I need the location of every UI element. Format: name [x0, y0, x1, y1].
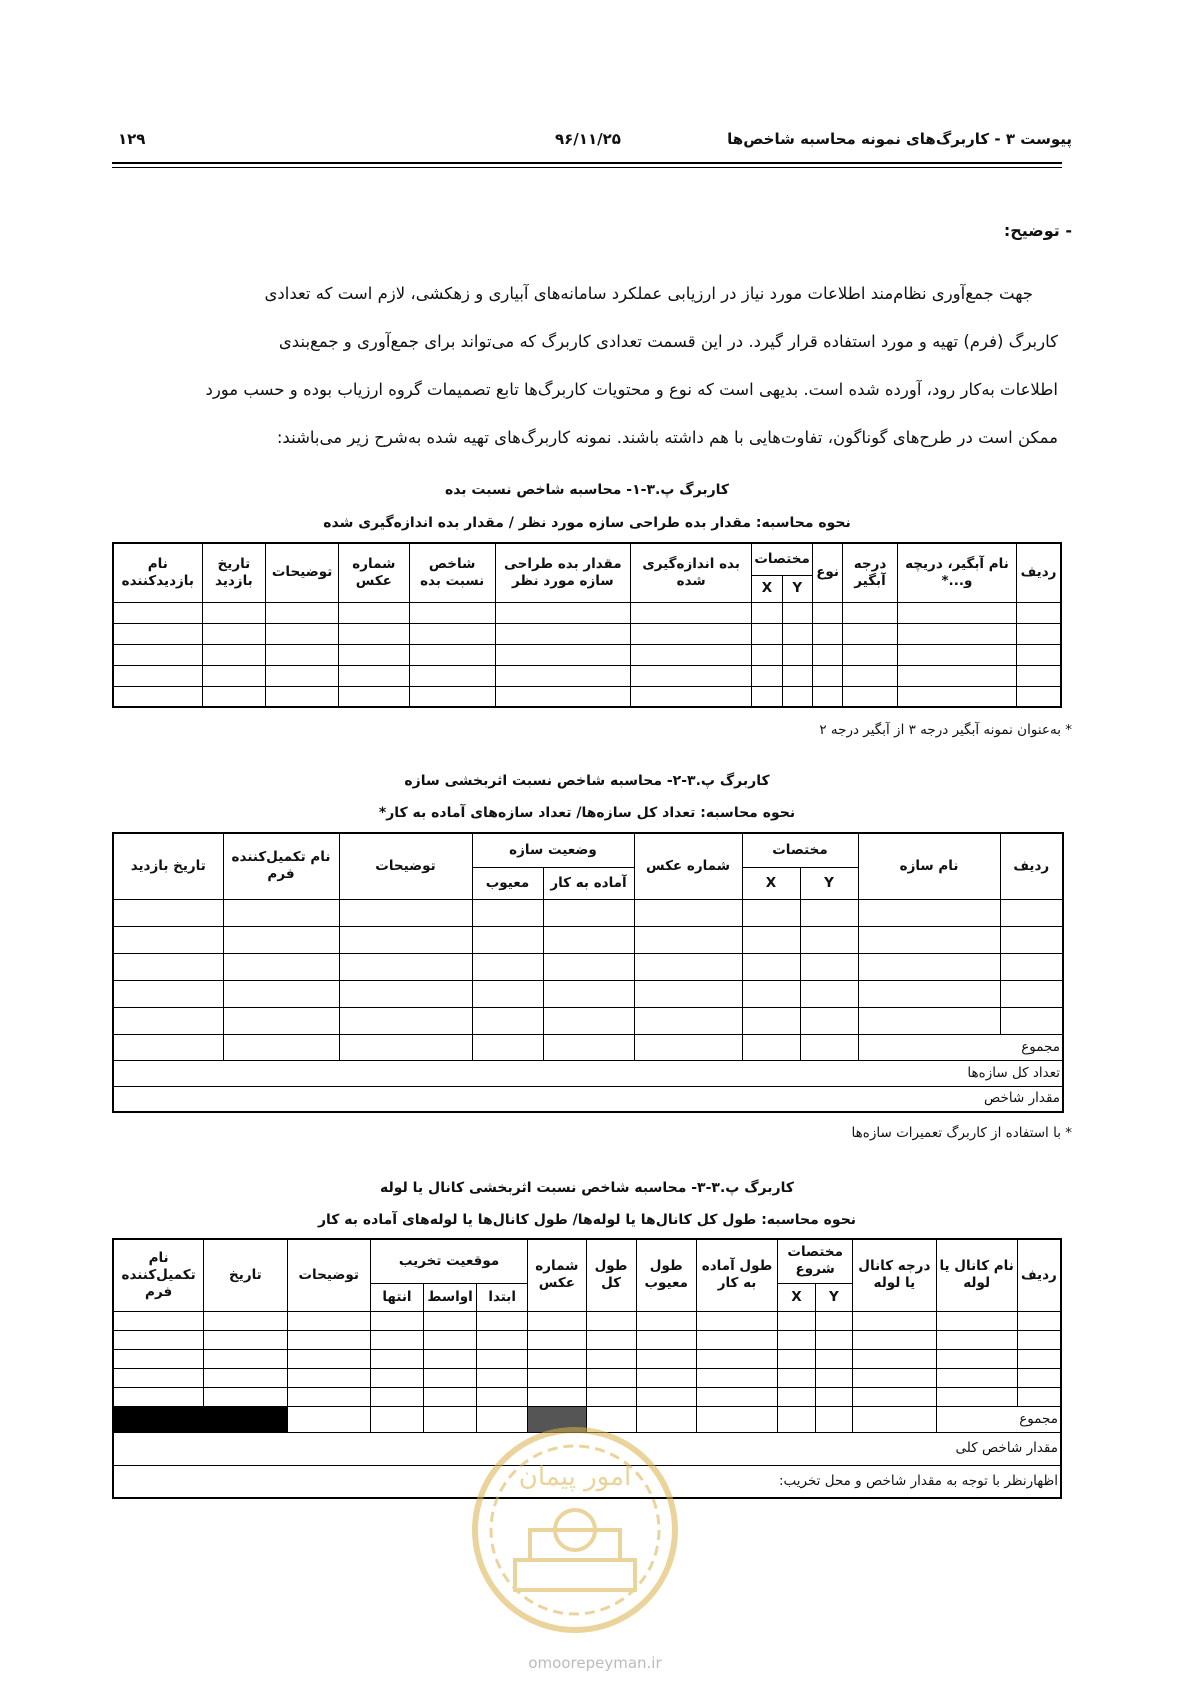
blank-cell — [1017, 623, 1061, 644]
blank-cell — [223, 980, 339, 1007]
blank-cell — [858, 926, 1000, 953]
blank-cell — [477, 1311, 528, 1330]
blank-cell — [113, 686, 202, 707]
form1-col-intake-grade: درجه آبگیر — [843, 543, 898, 602]
blank-cell — [936, 1311, 1017, 1330]
blank-cell — [202, 665, 266, 686]
form3-col-photo-no: شماره عکس — [528, 1239, 586, 1311]
form2-col-y: Y — [800, 867, 858, 899]
header-rule-thin — [112, 167, 1062, 168]
blank-cell — [528, 1368, 586, 1387]
form1-footnote: * به‌عنوان نمونه آبگیر درجه ۳ از آبگیر درجه ۲ — [819, 722, 1072, 738]
blank-cell — [528, 1387, 586, 1406]
form2-col-visit-date: تاریخ بازدید — [113, 833, 223, 899]
blank-cell — [339, 953, 472, 980]
blank-cell — [752, 644, 782, 665]
blank-row — [113, 899, 1063, 926]
blank-cell — [858, 899, 1000, 926]
form2-col-x: X — [742, 867, 800, 899]
page-number: ۱۲۹ — [118, 130, 146, 148]
blank-cell — [472, 899, 543, 926]
blank-cell — [752, 602, 782, 623]
blank-cell — [936, 1349, 1017, 1368]
blank-cell — [1017, 1311, 1061, 1330]
blank-cell — [266, 665, 339, 686]
blank-cell — [113, 623, 202, 644]
blank-cell — [223, 926, 339, 953]
blank-cell — [800, 953, 858, 980]
blank-cell — [202, 686, 266, 707]
blank-cell — [778, 1311, 816, 1330]
blank-row — [113, 1387, 1061, 1406]
blank-cell — [636, 1311, 696, 1330]
blank-cell — [528, 1330, 586, 1349]
form1-col-intake-name: نام آبگیر، دریچه و...* — [897, 543, 1016, 602]
blank-cell — [113, 665, 202, 686]
blank-cell — [1017, 1368, 1061, 1387]
blank-cell — [287, 1311, 370, 1330]
note-line-4: ممکن است در طرح‌های گوناگون، تفاوت‌هایی با هم داشته باشند. نمونه کاربرگ‌های تهیه شده به‌شرح زیر می‌باشند: — [276, 428, 1058, 447]
blank-cell — [636, 1349, 696, 1368]
blank-cell — [631, 665, 752, 686]
blank-cell — [858, 953, 1000, 980]
blank-cell — [1017, 644, 1061, 665]
form3-blacked-cell — [113, 1406, 204, 1432]
blank-cell — [424, 1349, 477, 1368]
blank-cell — [1017, 665, 1061, 686]
blank-cell — [543, 899, 634, 926]
blank-cell — [287, 1349, 370, 1368]
form3-col-date: تاریخ — [204, 1239, 287, 1311]
form1-col-coords: مختصات — [752, 543, 813, 575]
blank-cell — [477, 1349, 528, 1368]
blank-cell — [202, 623, 266, 644]
blank-cell — [812, 665, 842, 686]
blank-cell — [424, 1330, 477, 1349]
form1-col-design-flow: مقدار بده طراحی سازه مورد نظر — [495, 543, 630, 602]
form2-footnote: * با استفاده از کاربرگ تعمیرات سازه‌ها — [851, 1125, 1072, 1141]
blank-cell — [266, 602, 339, 623]
form3-col-canal-grade: درجه کانال یا لوله — [853, 1239, 936, 1311]
blank-cell — [528, 1349, 586, 1368]
note-line-3: اطلاعات به‌کار رود، آورده شده است. بدیهی است که نوع و محتویات کاربرگ‌ها تابع تصمیمات گروه ارزیاب بوده و حسب مورد — [205, 380, 1058, 399]
form1-col-x: X — [752, 575, 782, 602]
blank-cell — [424, 1387, 477, 1406]
blank-cell — [370, 1349, 423, 1368]
blank-cell — [696, 1368, 777, 1387]
blank-cell — [370, 1387, 423, 1406]
blank-cell — [495, 686, 630, 707]
blank-cell — [472, 926, 543, 953]
form2-col-defective: معیوب — [472, 867, 543, 899]
blank-cell — [287, 1368, 370, 1387]
form1-col-row-no: ردیف — [1017, 543, 1061, 602]
blank-cell — [897, 686, 1016, 707]
blank-cell — [752, 686, 782, 707]
blank-cell — [477, 1368, 528, 1387]
blank-cell — [782, 623, 812, 644]
blank-row — [113, 644, 1061, 665]
form1-col-remarks: توضیحات — [266, 543, 339, 602]
form3-title: کاربرگ پ.۳-۳- محاسبه شاخص نسبت اثربخشی کانال یا لوله — [380, 1180, 794, 1196]
blank-cell — [113, 602, 202, 623]
blank-cell — [1017, 1349, 1061, 1368]
blank-cell — [696, 1311, 777, 1330]
blank-cell — [223, 1007, 339, 1034]
blank-cell — [266, 623, 339, 644]
form3-col-x: X — [778, 1283, 816, 1311]
blank-cell — [812, 602, 842, 623]
blank-cell — [696, 1330, 777, 1349]
blank-cell — [636, 1368, 696, 1387]
blank-cell — [409, 686, 495, 707]
blank-cell — [742, 926, 800, 953]
blank-cell — [634, 980, 742, 1007]
blank-cell — [897, 644, 1016, 665]
form2-col-row-no: ردیف — [1000, 833, 1063, 899]
blank-cell — [742, 980, 800, 1007]
blank-cell — [1000, 1007, 1063, 1034]
blank-cell — [897, 623, 1016, 644]
blank-cell — [858, 1007, 1000, 1034]
form1-col-visitor-name: نام بازدیدکننده — [113, 543, 202, 602]
blank-cell — [338, 686, 409, 707]
blank-cell — [1000, 953, 1063, 980]
blank-cell — [370, 1368, 423, 1387]
blank-row — [113, 926, 1063, 953]
blank-cell — [543, 953, 634, 980]
blank-cell — [634, 953, 742, 980]
blank-cell — [223, 899, 339, 926]
blank-cell — [782, 602, 812, 623]
blank-cell — [202, 644, 266, 665]
blank-cell — [778, 1330, 816, 1349]
blank-cell — [1000, 980, 1063, 1007]
blank-cell — [853, 1311, 936, 1330]
blank-cell — [815, 1349, 853, 1368]
blank-cell — [858, 980, 1000, 1007]
blank-cell — [495, 602, 630, 623]
blank-cell — [339, 1007, 472, 1034]
blank-cell — [843, 665, 898, 686]
blank-cell — [338, 644, 409, 665]
blank-cell — [812, 686, 842, 707]
blank-cell — [696, 1349, 777, 1368]
form2-col-ready: آماده به کار — [543, 867, 634, 899]
form1-formula: نحوه محاسبه: مقدار بده طراحی سازه مورد نظر / مقدار بده اندازه‌گیری شده — [323, 515, 851, 531]
blank-row — [113, 623, 1061, 644]
blank-cell — [113, 926, 223, 953]
form2-sum-label: مجموع — [1000, 1034, 1063, 1060]
blank-cell — [409, 665, 495, 686]
blank-cell — [113, 644, 202, 665]
blank-cell — [586, 1330, 636, 1349]
form3-col-remarks: توضیحات — [287, 1239, 370, 1311]
blank-row — [113, 953, 1063, 980]
blank-cell — [543, 980, 634, 1007]
blank-cell — [634, 899, 742, 926]
blank-cell — [528, 1311, 586, 1330]
blank-cell — [742, 1007, 800, 1034]
form3-col-canal-name: نام کانال یا لوله — [936, 1239, 1017, 1311]
form3-col-filler-name: نام تکمیل‌کننده فرم — [113, 1239, 204, 1311]
form1-col-ratio-index: شاخص نسبت بده — [409, 543, 495, 602]
blank-cell — [853, 1387, 936, 1406]
form3-sum-label: مجموع — [1017, 1406, 1061, 1432]
form3-col-start: ابتدا — [477, 1283, 528, 1311]
form2-col-filler-name: نام تکمیل‌کننده فرم — [223, 833, 339, 899]
form3-comment-label: اظهارنظر با توجه به مقدار شاخص و محل تخریب: — [113, 1465, 1061, 1498]
blank-cell — [800, 926, 858, 953]
blank-cell — [586, 1368, 636, 1387]
blank-cell — [634, 1007, 742, 1034]
blank-row — [113, 1311, 1061, 1330]
form3-col-middle: اواسط — [424, 1283, 477, 1311]
blank-cell — [636, 1330, 696, 1349]
form2-formula: نحوه محاسبه: تعداد کل سازه‌ها/ تعداد سازه‌های آماده به کار* — [378, 805, 796, 821]
blank-cell — [495, 623, 630, 644]
blank-cell — [853, 1349, 936, 1368]
form3-overall-index-label: مقدار شاخص کلی — [113, 1432, 1061, 1465]
blank-cell — [636, 1387, 696, 1406]
blank-cell — [472, 980, 543, 1007]
blank-cell — [800, 899, 858, 926]
blank-cell — [696, 1387, 777, 1406]
blank-cell — [287, 1387, 370, 1406]
blank-cell — [495, 665, 630, 686]
blank-cell — [853, 1368, 936, 1387]
blank-cell — [752, 665, 782, 686]
blank-cell — [853, 1330, 936, 1349]
note-line-2: کاربرگ (فرم) تهیه و مورد استفاده قرار گیرد. در این قسمت تعدادی کاربرگ که می‌تواند برای جمع‌آوری و جمع‌بندی — [278, 332, 1058, 351]
blank-row — [113, 1349, 1061, 1368]
form3-col-start-coords: مختصات شروع — [778, 1239, 853, 1283]
form2-blank-rows — [113, 899, 1063, 1034]
form1-title: کاربرگ پ.۳-۱- محاسبه شاخص نسبت بده — [444, 482, 730, 498]
blank-cell — [409, 644, 495, 665]
blank-cell — [815, 1311, 853, 1330]
blank-cell — [778, 1368, 816, 1387]
blank-cell — [742, 953, 800, 980]
blank-cell — [631, 686, 752, 707]
blank-cell — [782, 644, 812, 665]
blank-cell — [113, 1368, 204, 1387]
form1-table — [112, 542, 1062, 708]
blank-cell — [113, 1330, 204, 1349]
blank-cell — [543, 1007, 634, 1034]
blank-cell — [113, 1349, 204, 1368]
blank-cell — [339, 926, 472, 953]
blank-cell — [339, 899, 472, 926]
watermark-site: omoorepeyman.ir — [528, 1654, 662, 1672]
form3-col-defective-length: طول معیوب — [636, 1239, 696, 1311]
blank-cell — [812, 644, 842, 665]
form3-col-end: انتها — [370, 1283, 423, 1311]
blank-cell — [204, 1330, 287, 1349]
blank-cell — [800, 980, 858, 1007]
blank-cell — [370, 1330, 423, 1349]
blank-cell — [843, 602, 898, 623]
form3-col-total-length: طول کل — [586, 1239, 636, 1311]
blank-row — [113, 686, 1061, 707]
note-title: - توضیح: — [1003, 221, 1072, 240]
blank-row — [113, 1368, 1061, 1387]
form2-table — [112, 832, 1064, 1113]
blank-cell — [586, 1387, 636, 1406]
running-header-title: پیوست ۳ - کاربرگ‌های نمونه محاسبه شاخص‌ها — [727, 130, 1072, 148]
blank-cell — [1000, 926, 1063, 953]
form2-col-status: وضعیت سازه — [472, 833, 634, 867]
blank-cell — [113, 1311, 204, 1330]
form1-col-y: Y — [782, 575, 812, 602]
blank-cell — [815, 1330, 853, 1349]
blank-cell — [287, 1330, 370, 1349]
blank-cell — [782, 665, 812, 686]
form3-formula: نحوه محاسبه: طول کل کانال‌ها یا لوله‌ها/ طول کانال‌ها یا لوله‌های آماده به کار — [317, 1212, 857, 1228]
blank-cell — [742, 899, 800, 926]
blank-cell — [266, 686, 339, 707]
blank-cell — [223, 953, 339, 980]
blank-cell — [843, 686, 898, 707]
blank-cell — [424, 1368, 477, 1387]
blank-cell — [424, 1311, 477, 1330]
blank-cell — [631, 623, 752, 644]
blank-cell — [812, 623, 842, 644]
blank-cell — [204, 1311, 287, 1330]
blank-cell — [266, 644, 339, 665]
blank-cell — [113, 899, 223, 926]
form3-col-y: Y — [815, 1283, 853, 1311]
blank-row — [113, 665, 1061, 686]
blank-cell — [113, 1387, 204, 1406]
blank-cell — [477, 1330, 528, 1349]
blank-cell — [936, 1330, 1017, 1349]
header-rule — [112, 162, 1062, 164]
form2-title: کاربرگ پ.۳-۲- محاسبه شاخص نسبت اثربخشی سازه — [404, 773, 770, 789]
blank-cell — [409, 623, 495, 644]
blank-cell — [800, 1007, 858, 1034]
form1-blank-rows — [113, 602, 1061, 707]
blank-cell — [897, 665, 1016, 686]
note-line-1: جهت جمع‌آوری نظام‌مند اطلاعات مورد نیاز در ارزیابی عملکرد سامانه‌های آبیاری و زهکشی، لازم است که تعدادی — [264, 284, 1033, 303]
form1-col-visit-date: تاریخ بازدید — [202, 543, 266, 602]
blank-cell — [472, 953, 543, 980]
form3-blank-rows — [113, 1311, 1061, 1406]
blank-cell — [338, 602, 409, 623]
form2-col-coords: مختصات — [742, 833, 858, 867]
blank-cell — [370, 1311, 423, 1330]
form1-col-type: نوع — [812, 543, 842, 602]
form3-col-ready-length: طول آماده به کار — [696, 1239, 777, 1311]
blank-cell — [631, 644, 752, 665]
blank-cell — [202, 602, 266, 623]
blank-row — [113, 1007, 1063, 1034]
blank-cell — [778, 1387, 816, 1406]
blank-cell — [472, 1007, 543, 1034]
blank-cell — [495, 644, 630, 665]
blank-cell — [113, 1007, 223, 1034]
blank-cell — [843, 644, 898, 665]
blank-cell — [936, 1368, 1017, 1387]
blank-cell — [1017, 1387, 1061, 1406]
blank-row — [113, 980, 1063, 1007]
form3-col-row-no: ردیف — [1017, 1239, 1061, 1311]
blank-cell — [778, 1349, 816, 1368]
blank-cell — [936, 1387, 1017, 1406]
blank-cell — [204, 1349, 287, 1368]
blank-cell — [631, 602, 752, 623]
blank-cell — [586, 1349, 636, 1368]
form2-col-photo-no: شماره عکس — [634, 833, 742, 899]
blank-cell — [409, 602, 495, 623]
form2-total-structures-label: تعداد کل سازه‌ها — [113, 1060, 1063, 1086]
blank-cell — [204, 1368, 287, 1387]
blank-cell — [815, 1387, 853, 1406]
form3-col-damage-location: موقعیت تخریب — [370, 1239, 527, 1283]
blank-cell — [752, 623, 782, 644]
blank-cell — [897, 602, 1016, 623]
form2-index-value-label: مقدار شاخص — [113, 1086, 1063, 1112]
blank-cell — [843, 623, 898, 644]
form2-col-remarks: توضیحات — [339, 833, 472, 899]
form1-col-measured-flow: بده اندازه‌گیری شده — [631, 543, 752, 602]
blank-cell — [543, 926, 634, 953]
form3-blacked-cell — [204, 1406, 287, 1432]
blank-cell — [338, 665, 409, 686]
blank-cell — [477, 1387, 528, 1406]
blank-cell — [204, 1387, 287, 1406]
blank-cell — [634, 926, 742, 953]
watermark-seal — [455, 1410, 695, 1650]
blank-cell — [1017, 602, 1061, 623]
form2-col-structure-name: نام سازه — [858, 833, 1000, 899]
blank-cell — [586, 1311, 636, 1330]
blank-cell — [815, 1368, 853, 1387]
blank-cell — [1000, 899, 1063, 926]
blank-cell — [782, 686, 812, 707]
blank-cell — [113, 953, 223, 980]
blank-cell — [1017, 686, 1061, 707]
watermark-seal-text: امور پیمان — [518, 1462, 632, 1492]
form1-col-photo-no: شماره عکس — [338, 543, 409, 602]
blank-cell — [1017, 1330, 1061, 1349]
running-header-date: ۹۶/۱۱/۲۵ — [555, 130, 621, 148]
blank-row — [113, 1330, 1061, 1349]
note-paragraph — [118, 270, 1058, 462]
blank-row — [113, 602, 1061, 623]
blank-cell — [338, 623, 409, 644]
blank-cell — [113, 980, 223, 1007]
blank-cell — [339, 980, 472, 1007]
